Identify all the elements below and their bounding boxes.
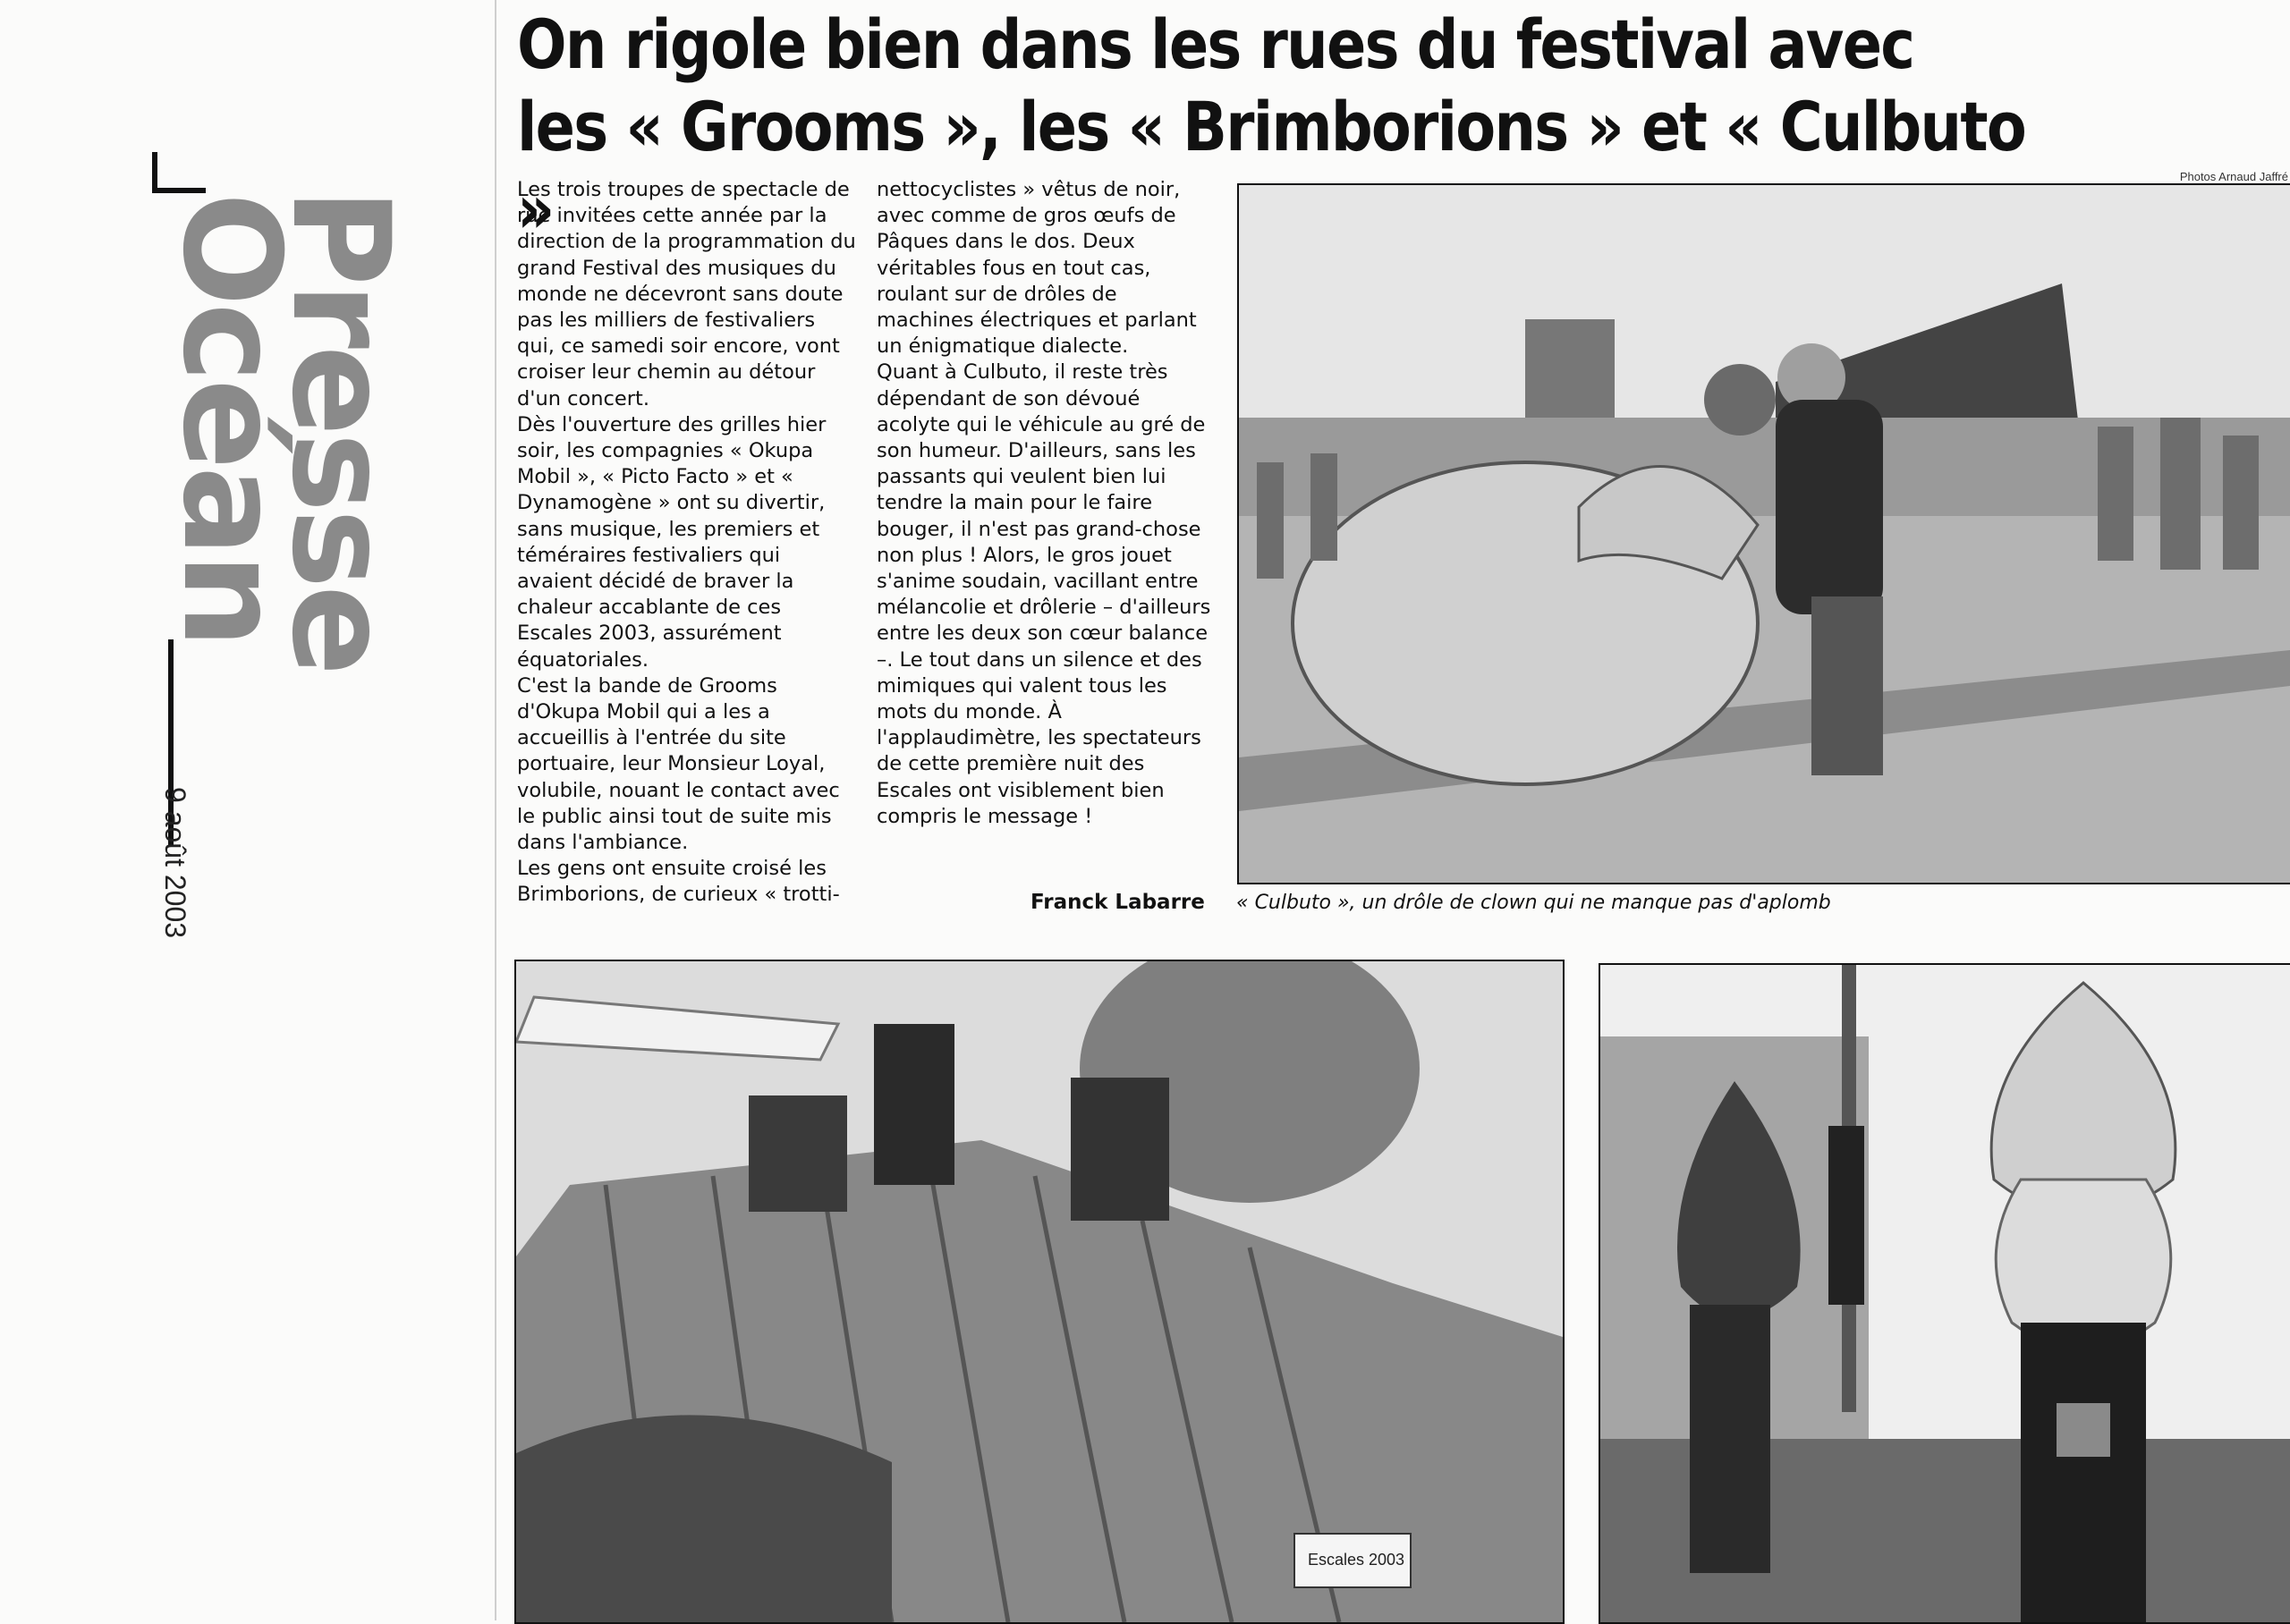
paragraph: nettocyclistes » vêtus de noir, avec comme de gros œufs de Pâques dans le dos. Deux véritables fous en tout cas, roulant sur de drôles de machines électriques et parlant un énigmatique dialecte. <box>877 178 1197 359</box>
paragraph: Dès l'ouverture des grilles hier soir, les compagnies « Okupa Mobil », « Picto Facto » et « Dynamogène » ont su divertir, sans musique, les premiers et téméraires festivaliers qui avaient décidé de braver la chaleur accablante de ces Escales 2003, assurément équatoriales. <box>517 412 827 672</box>
article-column-1 <box>517 177 857 909</box>
masthead-rule-top <box>152 152 157 188</box>
paragraph: Les trois troupes de spectacle de rue invitées cette année par la direction de la programmation du grand Festival des musiques du monde ne décevront sans doute pas les milliers de festivaliers qui, ce samedi soir encore, vont croiser leur chemin au détour d'un concert. <box>517 178 856 410</box>
photo-caption: « Culbuto », un drôle de clown qui ne manque pas d'aplomb <box>1236 892 1831 914</box>
photo-grooms-roof <box>514 960 1565 1624</box>
author-byline: Franck Labarre <box>1030 891 1205 914</box>
paragraph: Quant à Culbuto, il reste très dépendant de son dévoué acolyte qui le véhicule au gré de son humeur. D'ailleurs, sans les passants qui veulent bien lui tendre la main pour le faire bouger, il n'est pas grand-chose non plus ! Alors, le gros jouet s'anime soudain, vacillant entre mélancolie et drôlerie – d'ailleurs entre les deux son cœur balance –. Le tout dans un silence et des mimiques qui valent tous les mots du monde. À l'applaudimètre, les spectateurs de cette première nuit des Escales ont visiblement bien compris le message ! <box>877 360 1211 828</box>
headline-line-2: les « Grooms », les « Brimborions » et « Culbuto » <box>517 87 2026 249</box>
paragraph: Les gens ont ensuite croisé les Brimborions, de curieux « trotti- <box>517 857 840 907</box>
photo-sign-text: Escales 2003 <box>1308 1551 1405 1569</box>
masthead-name-line2: Océan <box>153 192 309 646</box>
article-column-2 <box>877 177 1217 830</box>
publication-date: 9 août 2003 <box>159 787 191 939</box>
paragraph: C'est la bande de Grooms d'Okupa Mobil qui a les a accueillis à l'entrée du site portuaire, leur Monsieur Loyal, volubile, nouant le contact avec le public ainsi tout de suite mis dans l'ambiance. <box>517 673 840 855</box>
photo-brimborions <box>1599 963 2290 1624</box>
photo-credit: Photos Arnaud Jaffré <box>2179 170 2288 183</box>
masthead-name-line1: Presse <box>262 188 418 672</box>
page-fold-line <box>495 0 496 1620</box>
headline-line-1: On rigole bien dans les rues du festival avec <box>517 4 1914 84</box>
photo-culbuto-clown <box>1237 183 2290 884</box>
